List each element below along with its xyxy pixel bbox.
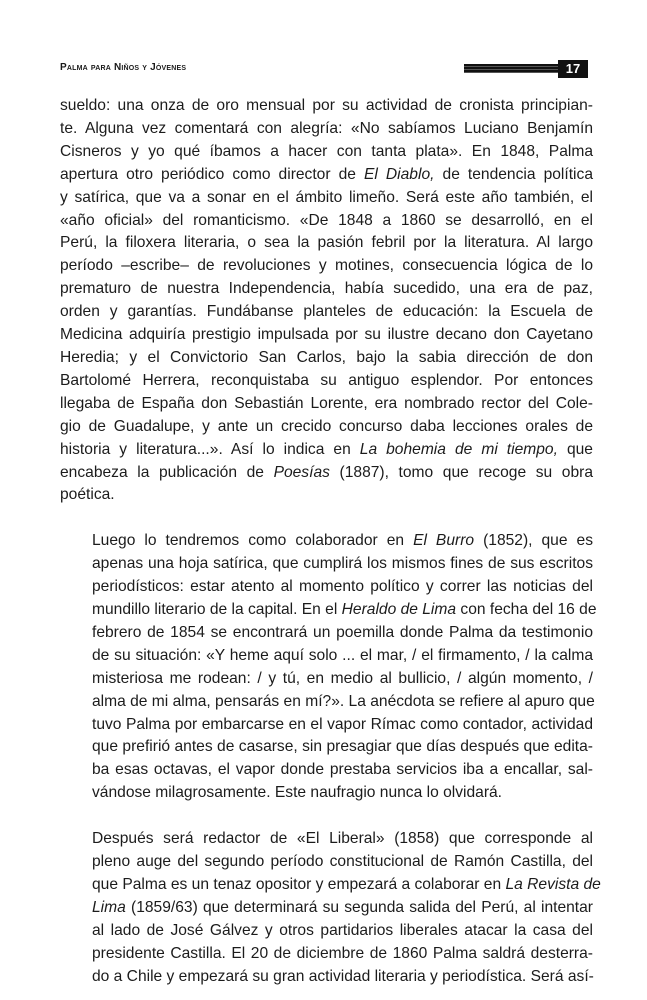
text-line: Medicina adquiría prestigio impulsada por su ilustre decano don Cayetano <box>60 326 593 344</box>
text-line: alma de mi alma, pensarás en mí?». La anécdota se refiere al apuro que <box>92 692 595 710</box>
text-line: apertura otro periódico como director de El Diablo, de tendencia política <box>60 165 593 183</box>
italic-title: Heraldo de Lima <box>341 601 457 619</box>
text-line: que prefirió antes de casarse, sin presagiar que días después que edita- <box>92 738 593 756</box>
italic-title: La Revista de <box>505 876 601 893</box>
text-line: presidente Castilla. El 20 de diciembre de 1860 Palma saldrá desterra- <box>92 944 593 962</box>
text-line: Bartolomé Herrera, reconquistaba su antiguo esplendor. Por entonces <box>60 371 593 389</box>
text-line: que Palma es un tenaz opositor y empezará a colaborar en La Revista de <box>92 876 601 893</box>
text-line: al lado de José Gálvez y otros partidarios liberales atacar la casa del <box>92 921 593 939</box>
text-line: Cisneros y yo qué íbamos a hacer con tanta plata». En 1848, Palma <box>60 142 593 160</box>
italic-title: La bohemia de mi tiempo, <box>359 440 558 458</box>
text-line: de su situación: «Y heme aquí solo ... el mar, / el firmamento, / la calma <box>92 646 593 664</box>
text-line: Después será redactor de «El Liberal» (1858) que corresponde al <box>92 830 593 848</box>
paragraph-1 <box>60 95 593 507</box>
italic-title: Poesías <box>273 463 330 481</box>
text-line: do a Chile y empezará su gran actividad literaria y periodística. Será así- <box>92 967 594 985</box>
text-line: prematuro de nuestra Independencia, había sucedido, una era de paz, <box>60 280 593 298</box>
text-line: apenas una hoja satírica, que cumplirá los mismos fines de sus escritos <box>92 555 593 573</box>
text-line: pleno auge del segundo período constitucional de Ramón Castilla, del <box>92 853 593 871</box>
text-line: Luego lo tendremos como colaborador en El Burro (1852), que es <box>92 532 593 550</box>
text-line: poética. <box>60 486 115 504</box>
italic-title: El Diablo, <box>364 165 435 183</box>
text-line: período –escribe– de revoluciones y motines, consecuencia lógica de lo <box>60 257 593 275</box>
italic-title: Lima <box>92 898 126 916</box>
text-line: llegaba de España don Sebastián Lorente, era nombrado rector del Cole- <box>60 394 593 412</box>
text-line: y satírica, que va a sonar en el ámbito limeño. Será este año también, el <box>60 188 593 206</box>
text-line: mundillo literario de la capital. En el Heraldo de Lima con fecha del 16 de <box>92 601 597 619</box>
text-line: vándose milagrosamente. Este naufragio nunca lo olvidará. <box>92 784 503 802</box>
text-line: historia y literatura...». Así lo indica en La bohemia de mi tiempo, que <box>60 440 593 458</box>
text-line: orden y garantías. Fundábanse planteles de educación: la Escuela de <box>60 303 593 321</box>
text-line: tuvo Palma por embarcarse en el vapor Rímac como contador, actividad <box>92 715 593 733</box>
text-line: periodísticos: estar atento al momento político y correr las noticias del <box>92 578 593 596</box>
text-line: gio de Guadalupe, y ante un crecido concurso daba lecciones orales de <box>60 417 593 435</box>
text-line: ba esas octavas, el vapor donde prestaba servicios iba a encallar, sal- <box>92 761 593 779</box>
paragraph-2 <box>60 530 597 805</box>
text-line: Heredia; y el Convictorio San Carlos, bajo la sabia dirección de don <box>60 348 593 366</box>
text-line: encabeza la publicación de Poesías (1887), tomo que recoge su obra <box>60 463 594 481</box>
text-line: Lima (1859/63) que determinará su segunda salida del Perú, al intentar <box>92 898 593 916</box>
body-text <box>60 95 601 989</box>
text-line: misteriosa me rodean: / y tú, en medio al bullicio, / algún momento, / <box>92 669 593 687</box>
italic-title: El Burro <box>413 532 475 550</box>
running-title: Palma para Niños y Jóvenes <box>60 62 187 73</box>
text-line: febrero de 1854 se encontrará un poemilla donde Palma da testimonio <box>92 623 593 641</box>
page-number: 17 <box>558 60 588 78</box>
text-line: «año oficial» del romanticismo. «De 1848 a 1860 se desarrolló, en el <box>60 211 593 229</box>
paragraph-3 <box>60 828 601 988</box>
text-line: Perú, la filoxera literaria, o sea la pasión febril por la literatura. Al largo <box>60 234 593 252</box>
text-line: te. Alguna vez comentará con alegría: «No sabíamos Luciano Benjamín <box>60 119 593 137</box>
text-line: sueldo: una onza de oro mensual por su actividad de cronista principian- <box>60 97 593 114</box>
header-rule <box>464 64 560 73</box>
